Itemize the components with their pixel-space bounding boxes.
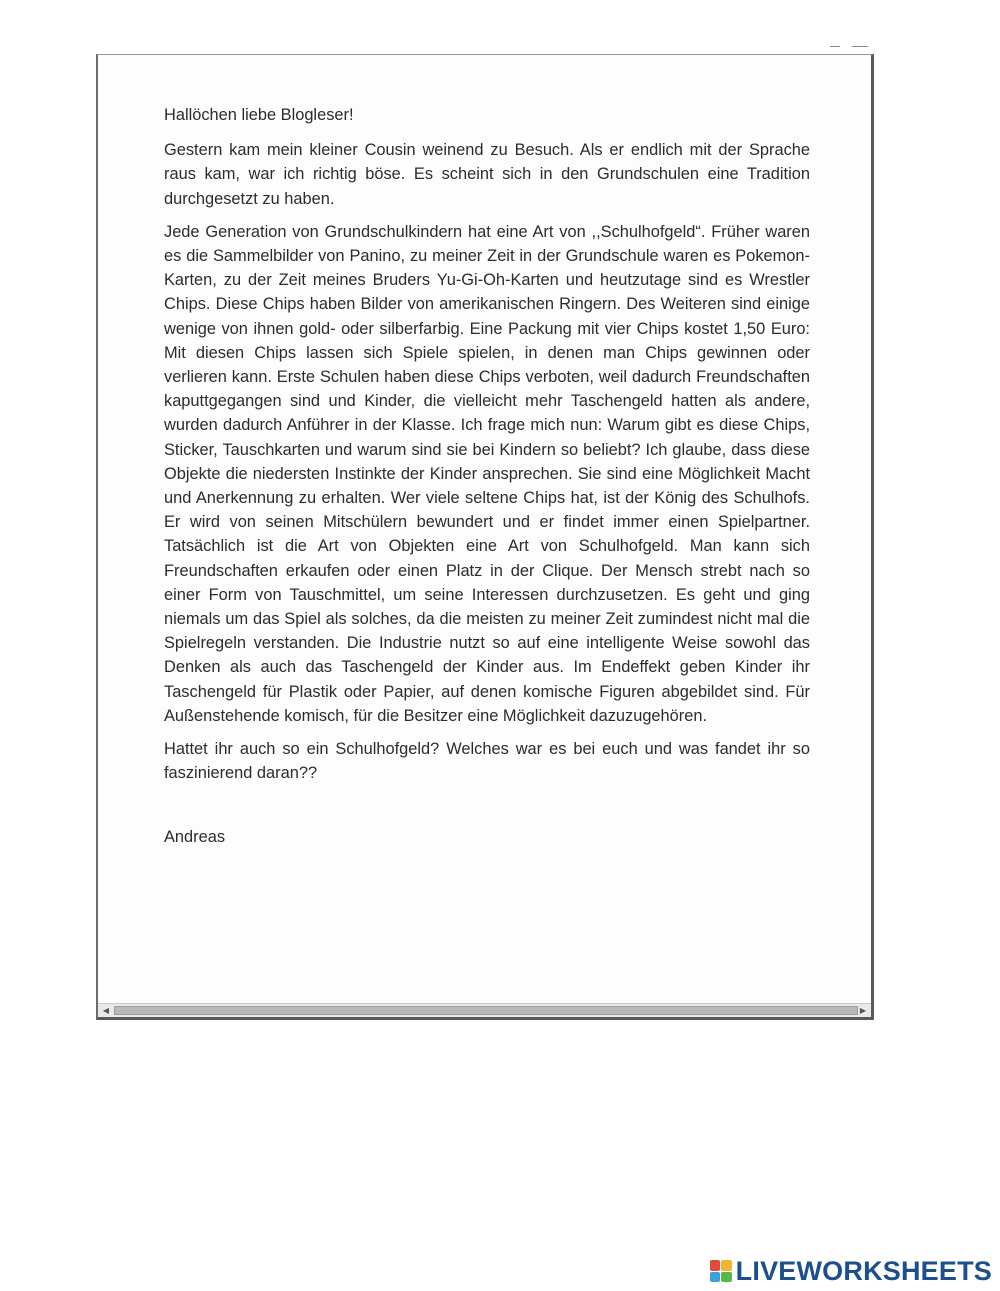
window-control-mark <box>830 46 840 51</box>
brand-name: LIVEWORKSHEETS <box>735 1256 992 1286</box>
horizontal-scrollbar[interactable] <box>98 1003 871 1017</box>
document-window <box>96 54 874 1020</box>
signature: Andreas <box>164 828 226 847</box>
liveworksheets-logo-icon <box>710 1260 732 1282</box>
window-control-mark <box>852 46 868 51</box>
scroll-left-arrow-icon[interactable]: ◀ <box>102 1006 110 1015</box>
liveworksheets-brand[interactable] <box>710 1256 992 1286</box>
paragraph-main: Jede Generation von Grundschulkindern hat eine Art von ,,Schulhofgeld“. Früher waren es die Sammelbilder von Panino, zu meiner Zeit in der Grundschule waren es Pokemon-Karten, zu der Zeit meines Bruders Yu-Gi-Oh-Karten und heutzutage sind es Wrestler Chips. Diese Chips haben Bilder von amerikanischen Ringern. Des Weiteren sind einige wenige von ihnen gold- oder silberfarbig. Eine Packung mit vier Chips kostet 1,50 Euro: Mit diesen Chips lassen sich Spiele spielen, in denen man Chips gewinnen oder verlieren kann. Erste Schulen haben diese Chips verboten, weil dadurch Freundschaften kaputtgegangen sind und Kinder, die vielleicht mehr Taschengeld hatten als andere, wurden dadurch Anführer in der Klasse. Ich frage mich nun: Warum gibt es diese Chips, Sticker, Tauschkarten und warum sind sie bei Kindern so beliebt? Ich glaube, dass diese Objekte die niedersten Instinkte der Kinder ansprechen. Sie sind eine Möglichkeit Macht und Anerkennung zu erhalten. Wer viele seltene Chips hat, ist der König des Schulhofs. Er wird von seinen Mitschülern bewundert und er findet immer einen Spielpartner. Tatsächlich ist die Art von Objekten eine Art von Schulhofgeld. Man kann sich Freundschaften erkaufen oder einen Platz in der Clique. Der Mensch strebt nach so einer Form von Tauschmittel, um seine Interessen durchzusetzen. Es geht und ging niemals um das Spiel als solches, da die meisten zu meiner Zeit zumindest nicht mal die Spielregeln verstanden. Die Industrie nutzt so auf eine intelligente Weise sowohl das Denken als auch das Taschengeld der Kinder aus. Im Endeffekt geben Kinder ihr Taschengeld für Plastik oder Papier, auf denen komische Figuren abgebildet sind. Für Außenstehende komisch, für die Besitzer eine Möglichkeit dazuzugehören. <box>164 222 810 725</box>
paragraph-question: Hattet ihr auch so ein Schulhofgeld? Welches war es bei euch und was fandet ihr so faszinierend daran?? <box>164 740 810 783</box>
scroll-thumb[interactable] <box>114 1006 858 1015</box>
paragraph-intro: Gestern kam mein kleiner Cousin weinend zu Besuch. Als er endlich mit der Sprache raus kam, war ich richtig böse. Es scheint sich in den Grundschulen eine Tradition durchgesetzt zu haben. <box>164 141 810 208</box>
blog-post <box>164 103 810 859</box>
scroll-right-arrow-icon[interactable]: ▶ <box>859 1006 867 1015</box>
greeting: Hallöchen liebe Blogleser! <box>164 106 354 124</box>
